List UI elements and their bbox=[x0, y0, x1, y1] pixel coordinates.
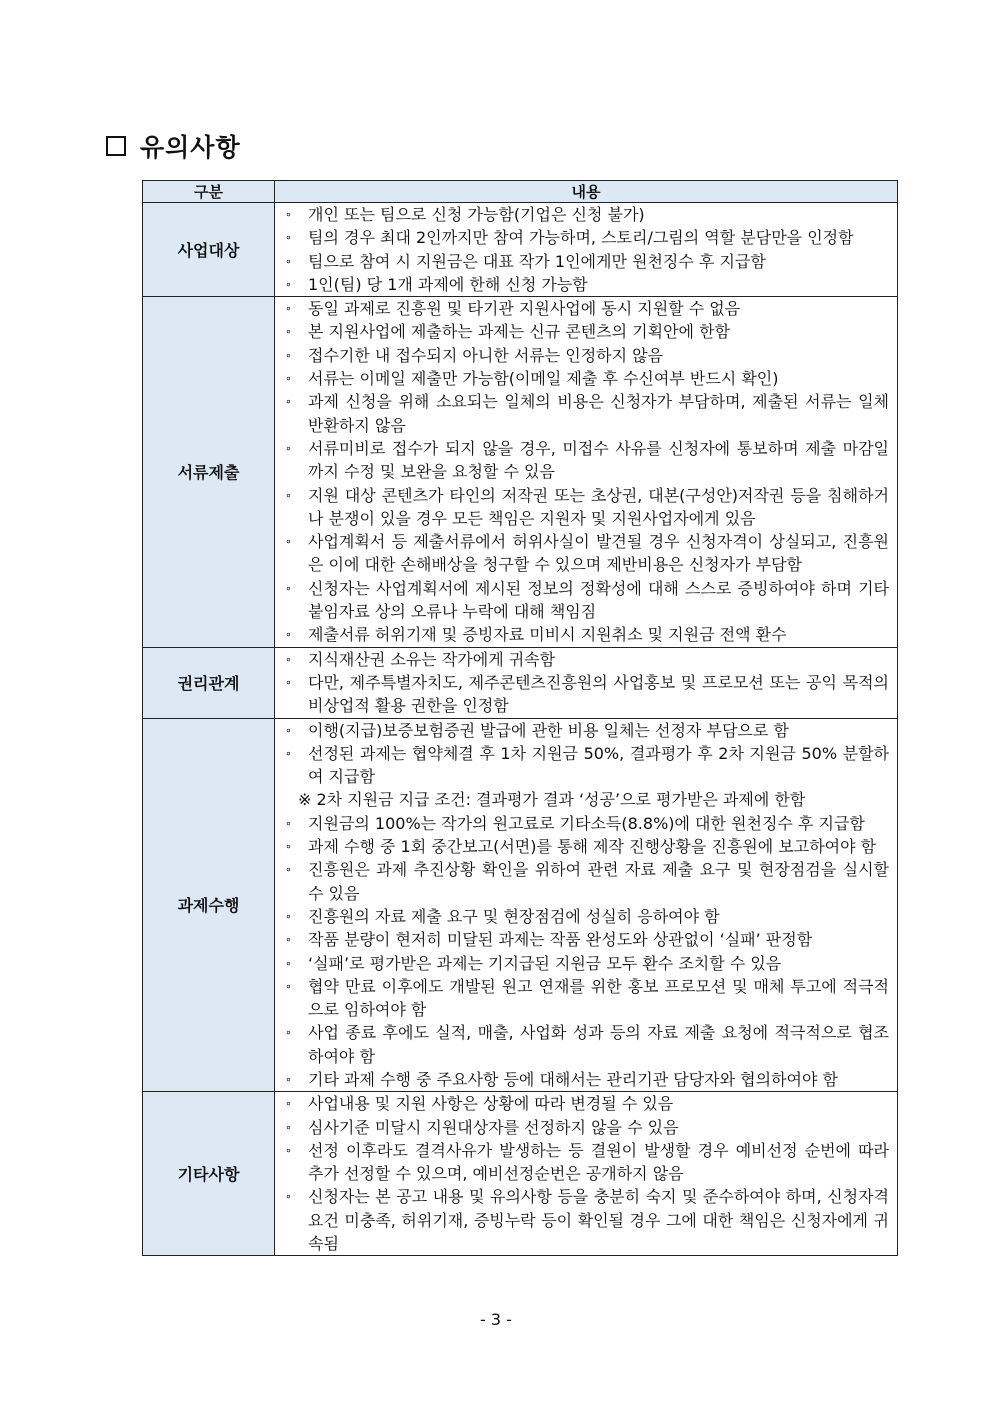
list-item: ∘ 사업내용 및 지원 사항은 상황에 따라 변경될 수 있음 bbox=[285, 1092, 889, 1115]
list-item: ∘ 다만, 제주특별자치도, 제주콘텐츠진흥원의 사업홍보 및 프로모션 또는 공익 목적의 비상업적 활용 권한을 인정함 bbox=[285, 672, 889, 716]
list-item: ∘ 작품 분량이 현저히 미달된 과제는 작품 완성도와 상관없이 ‘실패’ 판정함 bbox=[285, 928, 889, 951]
table-row bbox=[143, 718, 898, 1092]
list-item: ∘ 선정 이후라도 결격사유가 발생하는 등 결원이 발생할 경우 예비선정 순번에 따라 추가 선정할 수 있으며, 예비선정순번은 공개하지 않음 bbox=[285, 1140, 889, 1184]
list-item: ∘ 지원금의 100%는 작가의 원고료로 기타소득(8.8%)에 대한 원천징수 후 지급함 bbox=[285, 812, 889, 835]
list-item: ∘ 본 지원사업에 제출하는 과제는 신규 콘텐츠의 기획안에 한함 bbox=[285, 320, 889, 343]
list-item: ∘ 팀의 경우 최대 2인까지만 참여 가능하며, 스토리/그림의 역할 분담만을 인정함 bbox=[285, 226, 889, 249]
list-item: ∘ 1인(팀) 당 1개 과제에 한해 신청 가능함 bbox=[285, 273, 889, 296]
bullet-icon: ∘ bbox=[285, 254, 292, 268]
bullet-icon: ∘ bbox=[285, 956, 292, 970]
bullet-icon: ∘ bbox=[285, 535, 292, 549]
bullet-icon: ∘ bbox=[285, 675, 292, 689]
table-header-row bbox=[143, 181, 898, 203]
list-item: ∘ 지식재산권 소유는 작가에게 귀속함 bbox=[285, 648, 889, 671]
content-cell bbox=[275, 297, 898, 647]
list-item: ∘ 진흥원은 과제 추진상황 확인을 위하여 관련 자료 제출 요구 및 현장점검을 실시할 수 있음 bbox=[285, 860, 889, 903]
bullet-icon: ∘ bbox=[285, 652, 292, 666]
bullet-icon: ∘ bbox=[285, 441, 292, 455]
notes-table bbox=[142, 180, 898, 1256]
list-item: ∘ 신청자는 사업계획서에 제시된 정보의 정확성에 대해 스스로 증빙하여야 하며 기타 붙임자료 상의 오류나 누락에 대해 책임짐 bbox=[285, 578, 889, 622]
checkbox-square-icon bbox=[106, 136, 126, 156]
category-cell: 과제수행 bbox=[143, 718, 275, 1092]
bullet-icon: ∘ bbox=[285, 1120, 292, 1134]
category-cell: 기타사항 bbox=[143, 1092, 275, 1256]
list-item: ∘ 과제 신청을 위해 소요되는 일체의 비용은 신청자가 부담하며, 제출된 서류는 일체 반환하지 않음 bbox=[285, 392, 889, 435]
list-item: ∘ 과제 수행 중 1회 중간보고(서면)를 통해 제작 진행상황을 진흥원에 보고하여야 함 bbox=[285, 835, 889, 858]
category-cell: 서류제출 bbox=[143, 297, 275, 647]
category-cell: 권리관계 bbox=[143, 647, 275, 718]
bullet-icon: ∘ bbox=[285, 933, 292, 947]
bullet-icon: ∘ bbox=[285, 1143, 292, 1157]
list-item: ∘ 신청자는 본 공고 내용 및 유의사항 등을 충분히 숙지 및 준수하여야 하며, 신청자격요건 미충족, 허위기재, 증빙누락 등이 확인될 경우 그에 대한 책임은 신청자에게 귀속됨 bbox=[285, 1187, 889, 1254]
section-heading bbox=[106, 128, 241, 164]
list-item: ∘ 선정된 과제는 협약체결 후 1차 지원금 50%, 결과평가 후 2차 지원금 50% 분할하여 지급함 bbox=[285, 743, 889, 787]
header-content: 내용 bbox=[275, 181, 898, 203]
table-row bbox=[143, 1092, 898, 1256]
list-item: ∘ 심사기준 미달시 지원대상자를 선정하지 않을 수 있음 bbox=[285, 1116, 889, 1139]
content-cell bbox=[275, 203, 898, 297]
content-cell bbox=[275, 647, 898, 718]
content-cell bbox=[275, 718, 898, 1092]
bullet-icon: ∘ bbox=[285, 840, 292, 854]
bullet-icon: ∘ bbox=[285, 628, 292, 642]
bullet-icon: ∘ bbox=[285, 1190, 292, 1204]
table-row bbox=[143, 647, 898, 718]
bullet-icon: ∘ bbox=[285, 208, 292, 221]
table-row bbox=[143, 203, 898, 297]
bullet-icon: ∘ bbox=[285, 277, 292, 291]
note-item: ※ 2차 지원금 지급 조건: 결과평가 결과 ‘성공’으로 평가받은 과제에 한함 bbox=[298, 790, 806, 810]
list-item: ∘ 개인 또는 팀으로 신청 가능함(기업은 신청 불가) bbox=[285, 203, 889, 226]
bullet-icon: ∘ bbox=[285, 723, 292, 737]
list-item: ∘ 기타 과제 수행 중 주요사항 등에 대해서는 관리기관 담당자와 협의하여야 함 bbox=[285, 1068, 889, 1091]
category-cell: 사업대상 bbox=[143, 203, 275, 297]
bullet-icon: ∘ bbox=[285, 395, 292, 409]
list-item: ∘ 진흥원의 자료 제출 요구 및 현장점검에 성실히 응하여야 함 bbox=[285, 905, 889, 928]
list-item: ∘ 서류는 이메일 제출만 가능함(이메일 제출 후 수신여부 반드시 확인) bbox=[285, 367, 889, 390]
content-cell bbox=[275, 1092, 898, 1256]
list-item: ∘ 사업 종료 후에도 실적, 매출, 사업화 성과 등의 자료 제출 요청에 적극적으로 협조하여야 함 bbox=[285, 1023, 889, 1066]
header-category: 구분 bbox=[143, 181, 275, 203]
list-item: ∘ 접수기한 내 접수되지 아니한 서류는 인정하지 않음 bbox=[285, 344, 889, 367]
list-item: ∘ 팀으로 참여 시 지원금은 대표 작가 1인에게만 원천징수 후 지급함 bbox=[285, 250, 889, 273]
bullet-icon: ∘ bbox=[285, 1097, 292, 1111]
bullet-icon: ∘ bbox=[285, 863, 292, 877]
table-row bbox=[143, 297, 898, 647]
list-item: ∘ 사업계획서 등 제출서류에서 허위사실이 발견될 경우 신청자격이 상실되고, 진흥원은 이에 대한 손해배상을 청구할 수 있으며 제반비용은 신청자가 부담함 bbox=[285, 532, 889, 575]
list-item: ∘ 이행(지급)보증보험증권 발급에 관한 비용 일체는 선정자 부담으로 함 bbox=[285, 719, 889, 742]
list-item: ∘ 협약 만료 이후에도 개발된 원고 연재를 위한 홍보 프로모션 및 매체 투고에 적극적으로 임하여야 함 bbox=[285, 976, 889, 1020]
bullet-icon: ∘ bbox=[285, 979, 292, 993]
bullet-icon: ∘ bbox=[285, 1072, 292, 1086]
bullet-icon: ∘ bbox=[285, 302, 292, 316]
list-item: ∘ 동일 과제로 진흥원 및 타기관 지원사업에 동시 지원할 수 없음 bbox=[285, 297, 889, 320]
bullet-icon: ∘ bbox=[285, 488, 292, 502]
bullet-icon: ∘ bbox=[285, 325, 292, 339]
bullet-icon: ∘ bbox=[285, 1026, 292, 1040]
list-item: ∘ ‘실패’로 평가받은 과제는 기지급된 지원금 모두 환수 조치할 수 있음 bbox=[285, 952, 889, 975]
bullet-icon: ∘ bbox=[285, 746, 292, 760]
bullet-icon: ∘ bbox=[285, 816, 292, 830]
page-number: - 3 - bbox=[480, 1310, 512, 1329]
bullet-icon: ∘ bbox=[285, 231, 292, 245]
bullet-icon: ∘ bbox=[285, 372, 292, 386]
bullet-icon: ∘ bbox=[285, 909, 292, 923]
bullet-icon: ∘ bbox=[285, 348, 292, 362]
bullet-icon: ∘ bbox=[285, 581, 292, 595]
list-item: ∘ 서류미비로 접수가 되지 않을 경우, 미접수 사유를 신청자에 통보하며 제출 마감일까지 수정 및 보완을 요청할 수 있음 bbox=[285, 438, 889, 482]
list-item: ∘ 지원 대상 콘텐츠가 타인의 저작권 또는 초상권, 대본(구성안)저작권 등을 침해하거나 분쟁이 있을 경우 모든 책임은 지원자 및 지원사업자에게 있음 bbox=[285, 485, 889, 528]
list-item: ∘ 제출서류 허위기재 및 증빙자료 미비시 지원취소 및 지원금 전액 환수 bbox=[285, 623, 889, 646]
heading-title: 유의사항 bbox=[140, 133, 241, 162]
